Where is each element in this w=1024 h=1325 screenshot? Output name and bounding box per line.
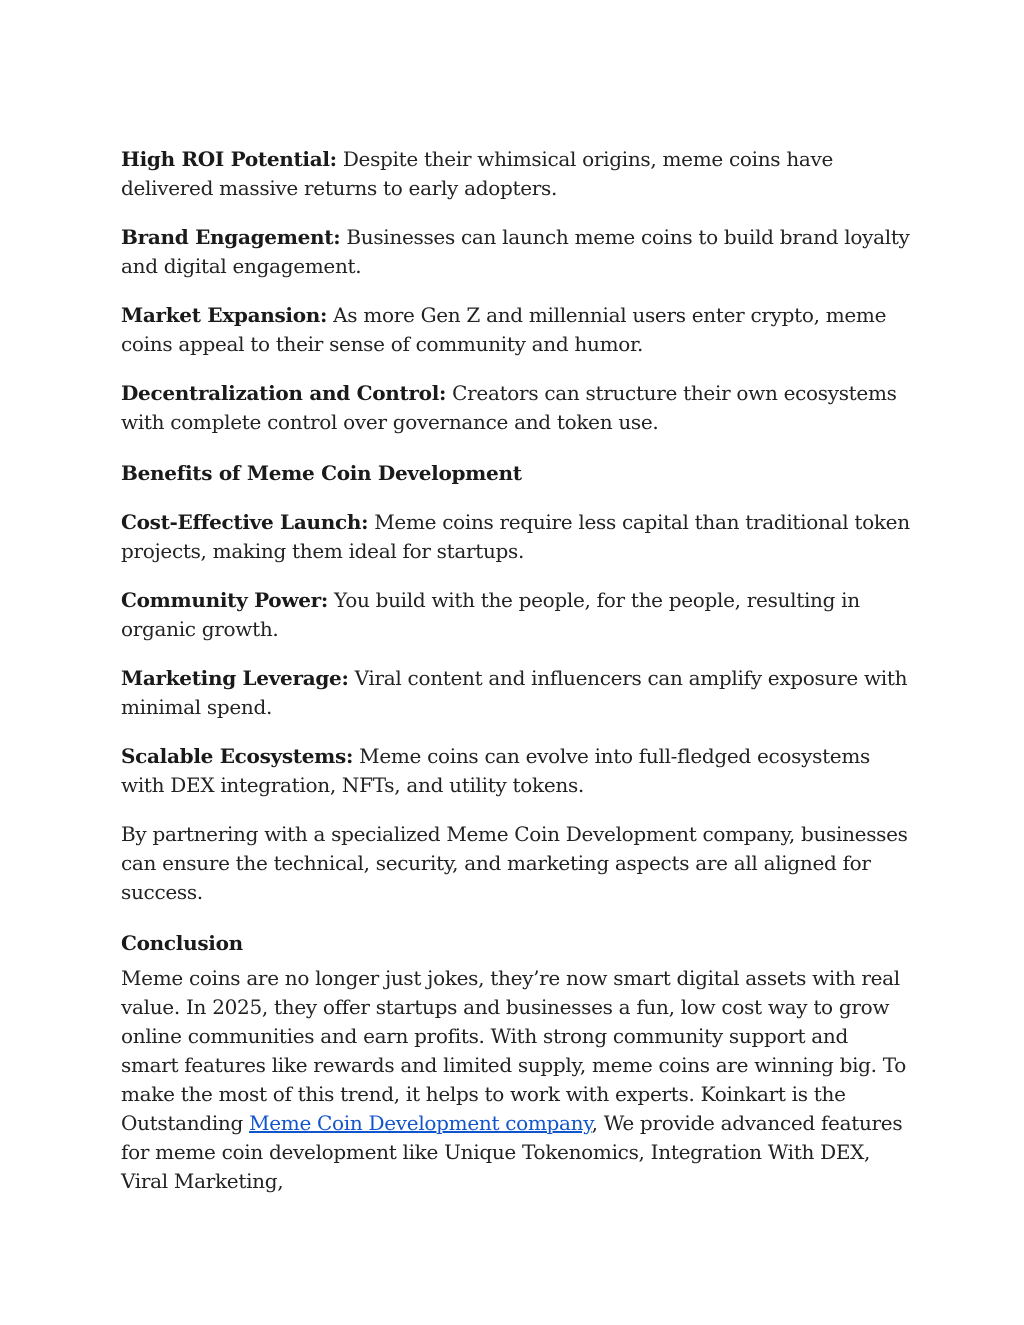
benefit-text: Viral content and influencers can amplify exposure with minimal spend. [121, 666, 908, 719]
benefits-heading: Benefits of Meme Coin Development [121, 461, 522, 485]
benefit-paragraph-scalable [121, 742, 911, 800]
conclusion-heading: Conclusion [121, 931, 243, 955]
reason-title: High ROI Potential: [121, 147, 337, 171]
reason-title: Decentralization and Control: [121, 381, 447, 405]
conclusion-paragraph [121, 964, 911, 1196]
benefit-title: Scalable Ecosystems: [121, 744, 354, 768]
conclusion-text-continued: , We provide advanced features for meme coin development like Unique Tokenomics, Integration With DEX, Viral Marketing, [121, 1111, 903, 1193]
reason-title: Market Expansion: [121, 303, 328, 327]
benefit-text: You build with the people, for the people, resulting in organic growth. [121, 588, 860, 641]
conclusion-text: Meme coins are no longer just jokes, they’re now smart digital assets with real value. In 2025, they offer startups and businesses a fun, low cost way to grow online communities and earn profits. With strong community support and smart features like rewards and limited supply, meme coins are winning big. To make the most of this trend, it helps to work with experts. Koinkart is the Outstanding [121, 966, 907, 1135]
reason-paragraph-brand [121, 223, 911, 281]
reason-paragraph-market [121, 301, 911, 359]
reason-paragraph-decentralization [121, 379, 911, 437]
reason-paragraph-roi [121, 145, 911, 203]
benefit-text: Meme coins can evolve into full-fledged ecosystems with DEX integration, NFTs, and utility tokens. [121, 744, 870, 797]
benefit-title: Community Power: [121, 588, 328, 612]
document-page [121, 145, 911, 1216]
benefit-paragraph-community [121, 586, 911, 644]
reason-text: As more Gen Z and millennial users enter crypto, meme coins appeal to their sense of community and humor. [121, 303, 887, 356]
reason-text: Creators can structure their own ecosystems with complete control over governance and token use. [121, 381, 897, 434]
benefit-title: Cost-Effective Launch: [121, 510, 369, 534]
benefits-closing-paragraph: By partnering with a specialized Meme Coin Development company, businesses can ensure the technical, security, and marketing aspects are all aligned for success. [121, 822, 908, 904]
benefit-text: Meme coins require less capital than traditional token projects, making them ideal for startups. [121, 510, 910, 563]
benefit-paragraph-cost [121, 508, 911, 566]
reason-text: Businesses can launch meme coins to build brand loyalty and digital engagement. [121, 225, 910, 278]
benefit-paragraph-marketing [121, 664, 911, 722]
benefit-title: Marketing Leverage: [121, 666, 349, 690]
reason-title: Brand Engagement: [121, 225, 341, 249]
reason-text: Despite their whimsical origins, meme coins have delivered massive returns to early adopters. [121, 147, 834, 200]
meme-coin-development-link[interactable]: Meme Coin Development company [249, 1111, 592, 1135]
